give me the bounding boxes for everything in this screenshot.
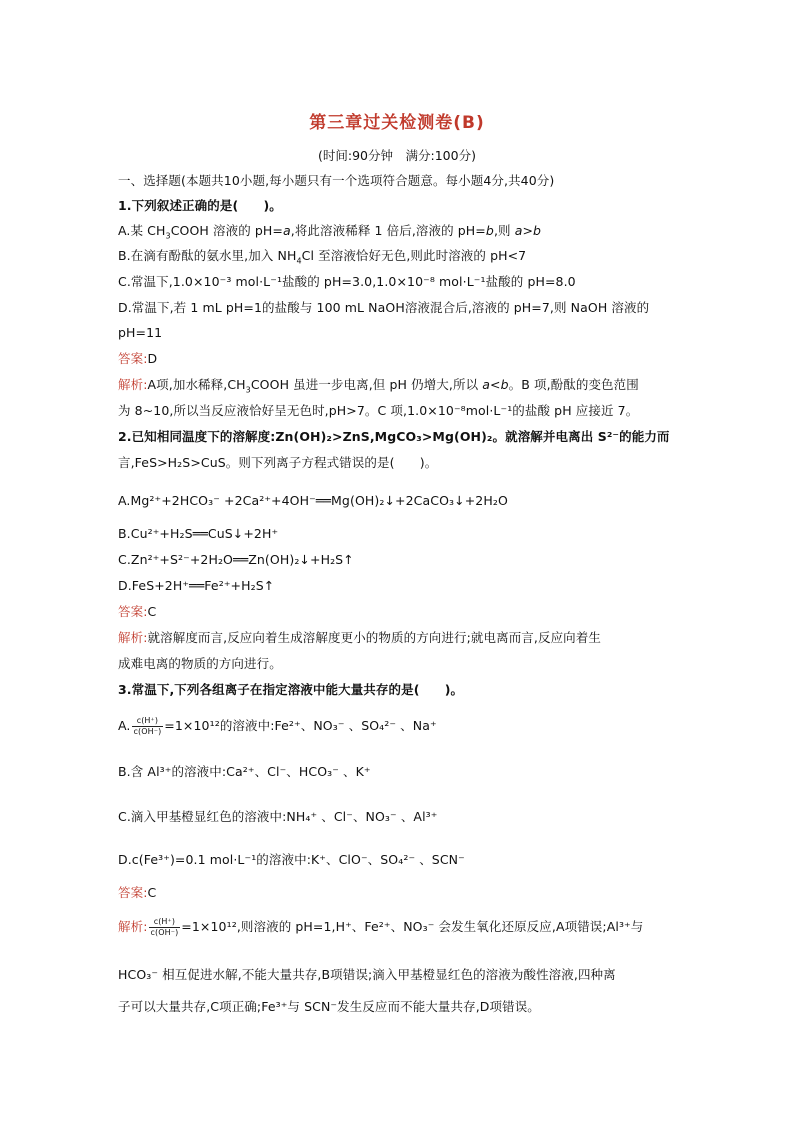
q3-stem: 3.常温下,下列各组离子在指定溶液中能大量共存的是( )。 xyxy=(118,682,464,697)
q1-answer: 答案:D xyxy=(118,351,158,366)
q2-stem-line2: 言,FeS>H₂S>CuS。则下列离子方程式错误的是( )。 xyxy=(118,455,438,470)
q3-option-d: D.c(Fe³⁺)=0.1 mol·L⁻¹的溶液中:K⁺、ClO⁻、SO₄²⁻ 、SCN⁻ xyxy=(118,852,465,867)
q2-stem-line1: 2.已知相同温度下的溶解度:Zn(OH)₂>ZnS,MgCO₃>Mg(OH)₂。就溶解并电离出 S²⁻的能力而 xyxy=(118,429,670,444)
page-subtitle: (时间:90分钟 满分:100分) xyxy=(318,148,476,163)
q1-option-d-line1: D.常温下,若 1 mL pH=1的盐酸与 100 mL NaOH溶液混合后,溶液的 pH=7,则 NaOH 溶液的 xyxy=(118,300,650,315)
q2-option-d: D.FeS+2H⁺══Fe²⁺+H₂S↑ xyxy=(118,578,275,593)
section-heading: 一、选择题(本题共10小题,每小题只有一个选项符合题意。每小题4分,共40分) xyxy=(118,173,555,188)
q3-option-c: C.滴入甲基橙显红色的溶液中:NH₄⁺ 、Cl⁻、NO₃⁻ 、Al³⁺ xyxy=(118,809,438,824)
q1-option-d-line2: pH=11 xyxy=(118,325,163,340)
q1-option-c: C.常温下,1.0×10⁻³ mol·L⁻¹盐酸的 pH=3.0,1.0×10⁻⁸ mol·L⁻¹盐酸的 pH=8.0 xyxy=(118,274,576,289)
q1-option-a: A.某 $CH_3COOH$ 溶液的 pH=a,将此溶液稀释 1 倍后,溶液的 pH=b,则 a>b xyxy=(118,223,542,241)
page-title: 第三章过关检测卷(B) xyxy=(309,113,485,133)
q2-option-b: B.Cu²⁺+H₂S══CuS↓+2H⁺ xyxy=(118,526,279,541)
ratio-fraction: $\frac{c(H^+)}{c(OH^-)}$ xyxy=(133,716,162,736)
q3-option-b: B.含 Al³⁺的溶液中:Ca²⁺、Cl⁻、HCO₃⁻ 、K⁺ xyxy=(118,764,371,779)
q1-option-b: B.在滴有酚酞的氨水里,加入 $NH_4Cl$ 至溶液恰好无色,则此时溶液的 pH<7 xyxy=(118,248,527,266)
q2-answer: 答案:C xyxy=(118,604,157,619)
q3-analysis-line3: 子可以大量共存,C项正确;Fe³⁺与 SCN⁻发生反应而不能大量共存,D项错误。 xyxy=(118,999,540,1014)
q3-analysis-line1: 解析: $\frac{c(H^+)}{c(OH^-)}$ =1×10¹²,则溶液的 pH=1,H⁺、Fe²⁺、NO₃⁻ 会发生氧化还原反应,A项错误;Al³⁺与 xyxy=(118,917,644,937)
q1-analysis-line2: 为 8~10,所以当反应液恰好呈无色时,pH>7。C 项,1.0×10⁻⁸mol·L⁻¹的盐酸 pH 应接近 7。 xyxy=(118,403,639,418)
q2-analysis-line1: 解析:就溶解度而言,反应向着生成溶解度更小的物质的方向进行;就电离而言,反应向着生 xyxy=(118,630,601,645)
q1-analysis-line1: 解析:A项,加水稀释$,CH_3COOH$ 虽进一步电离,但 pH 仍增大,所以 a<b。B 项,酚酞的变色范围 xyxy=(118,377,639,395)
q3-option-a: A. $\frac{c(H^+)}{c(OH^-)}$ =1×10¹²的溶液中:Fe²⁺、NO₃⁻ 、SO₄²⁻ 、Na⁺ xyxy=(118,716,437,736)
ratio-fraction-analysis: $\frac{c(H^+)}{c(OH^-)}$ xyxy=(150,917,179,937)
q2-option-a: A.Mg²⁺+2HCO₃⁻ +2Ca²⁺+4OH⁻══Mg(OH)₂↓+2CaCO₃↓+2H₂O xyxy=(118,493,508,508)
q3-answer: 答案:C xyxy=(118,885,157,900)
q2-analysis-line2: 成难电离的物质的方向进行。 xyxy=(118,656,282,671)
q1-stem: 1.下列叙述正确的是( )。 xyxy=(118,198,282,213)
q3-analysis-line2: HCO₃⁻ 相互促进水解,不能大量共存,B项错误;滴入甲基橙显红色的溶液为酸性溶液,四种离 xyxy=(118,967,616,982)
q2-option-c: C.Zn²⁺+S²⁻+2H₂O══Zn(OH)₂↓+H₂S↑ xyxy=(118,552,354,567)
